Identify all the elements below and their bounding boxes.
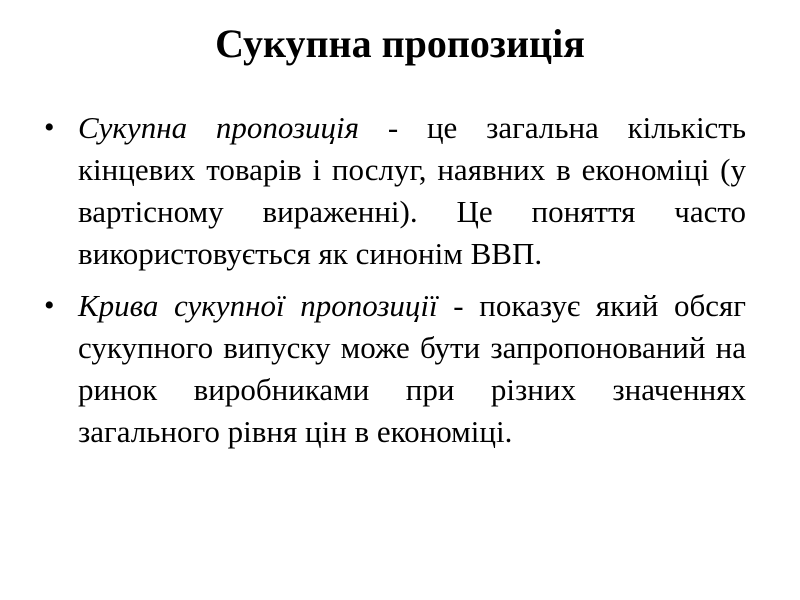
bullet-item-aggregate-supply — [44, 107, 746, 275]
bullet-text: - це загальна кількість кінцевих товарів і послуг, наявних в економіці (у вартісному вираженні). Це поняття часто використовується як синонім ВВП. — [78, 110, 746, 271]
bullet-marker-icon: • — [44, 111, 55, 144]
bullet-text: - показує який обсяг сукупного випуску може бути запропонований на ринок виробниками при різних значеннях загального рівня цін в економіці. — [78, 288, 746, 449]
bullet-item-supply-curve — [44, 285, 746, 453]
bullet-term: Крива сукупної пропозиції — [78, 288, 438, 323]
bullet-marker-icon: • — [44, 289, 55, 322]
slide-title: Сукупна пропозиція — [215, 21, 585, 66]
bullet-term: Сукупна пропозиція — [78, 110, 360, 145]
bullet-list — [44, 107, 746, 463]
